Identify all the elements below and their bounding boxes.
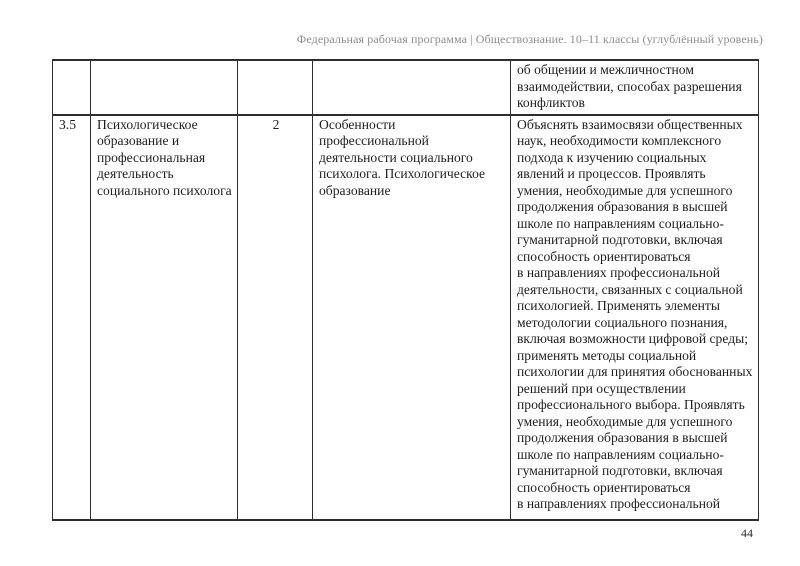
cell-outcomes: об общении и межличностном взаимодействии, способах разрешения конфликтов (511, 60, 759, 115)
running-header: Федеральная рабочая программа | Обществознание. 10–11 классы (углублённый уровень) (296, 32, 763, 46)
cell-topic (91, 60, 238, 115)
program-table (52, 59, 759, 521)
cell-outcomes: Объяснять взаимосвязи общественных наук, необходимости комплексного подхода к изучению социальных явлений и процессов. Проявлять умения, необходимые для успешного продолжения образования в высшей школе по направлениям социально-гуманитарной подготовки, включая способность ориентироваться в направлениях профессиональной деятельности, связанных с социальной психологией. Применять элементы методологии социального познания, включая возможности цифровой среды; применять методы социальной психологии для принятия обоснованных решений при осуществлении профессионального выбора. Проявлять умения, необходимые для успешного продолжения образования в высшей школе по направлениям социально-гуманитарной подготовки, включая способность ориентироваться в направлениях профессиональной (511, 115, 759, 520)
table-row-3-5 (53, 115, 759, 520)
cell-hours: 2 (238, 115, 313, 520)
table-row-continuation (53, 60, 759, 115)
cell-hours (238, 60, 313, 115)
cell-number: 3.5 (53, 115, 91, 520)
cell-topic: Психологическое образование и профессиональная деятельность социального психолога (91, 115, 238, 520)
cell-content (313, 60, 511, 115)
cell-content: Особенности профессиональной деятельности социального психолога. Психологическое образование (313, 115, 511, 520)
cell-number (53, 60, 91, 115)
page-number: 44 (741, 526, 753, 540)
